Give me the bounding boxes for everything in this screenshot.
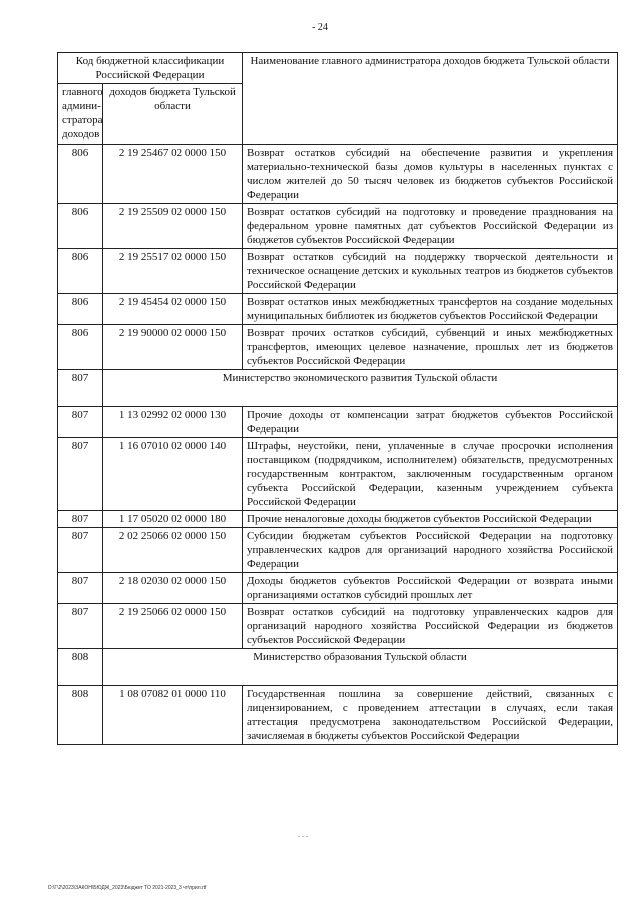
revenue-name: Возврат остатков иных межбюджетных трансфертов на создание модельных муниципальных библиотек из бюджетов субъектов Российской Федерации (243, 294, 618, 325)
header-administrator-name: Наименование главного администратора доходов бюджета Тульской области (243, 53, 618, 145)
admin-code: 807 (58, 511, 103, 528)
revenue-name: Возврат остатков субсидий на подготовку управленческих кадров для организаций народного хозяйства Российской Федерации из бюджетов субъектов Российской Федерации (243, 604, 618, 649)
revenue-name: Прочие неналоговые доходы бюджетов субъектов Российской Федерации (243, 511, 618, 528)
budget-code: 2 02 25066 02 0000 150 (103, 528, 243, 573)
header-row-top (58, 53, 618, 84)
header-admin-col: главного админи-стратора доходов (58, 84, 103, 145)
budget-code: 2 19 25467 02 0000 150 (103, 145, 243, 204)
table-row (58, 573, 618, 604)
budget-code: 2 19 25066 02 0000 150 (103, 604, 243, 649)
admin-code: 808 (58, 686, 103, 745)
budget-code: 2 19 25509 02 0000 150 (103, 204, 243, 249)
page-number: - 24 (312, 22, 328, 33)
revenue-name: Субсидии бюджетам субъектов Российской Федерации на подготовку управленческих кадров для организаций народного хозяйства Российской Федерации (243, 528, 618, 573)
table-row (58, 604, 618, 649)
table-row (58, 294, 618, 325)
admin-code: 806 (58, 204, 103, 249)
ministry-name: Министерство образования Тульской области (103, 649, 618, 686)
revenue-name: Возврат прочих остатков субсидий, субвенций и иных межбюджетных трансфертов, имеющих целевое назначение, прошлых лет из бюджетов субъектов Российской Федерации (243, 325, 618, 370)
table-row (58, 325, 618, 370)
revenue-name: Государственная пошлина за совершение действий, связанных с лицензированием, с проведением аттестации в случаях, если такая аттестация предусмотрена законодательством Российской Федерации, зачисляемая в бюджеты субъектов Российской Федерации (243, 686, 618, 745)
header-income-col: доходов бюджета Тульской области (103, 84, 243, 145)
file-path-footer: D:\Г\2\2023\ЗАКОН\БЮДЖ_2023\Бюджет ТО 2021-2023_3 чт\прил.rtf (48, 885, 207, 891)
budget-code: 1 16 07010 02 0000 140 (103, 438, 243, 511)
admin-code: 806 (58, 249, 103, 294)
revenue-name: Прочие доходы от компенсации затрат бюджетов субъектов Российской Федерации (243, 407, 618, 438)
ministry-row (58, 649, 618, 686)
table-row (58, 438, 618, 511)
ministry-row (58, 370, 618, 407)
table-row (58, 249, 618, 294)
table-row (58, 204, 618, 249)
table-row (58, 145, 618, 204)
admin-code: 806 (58, 294, 103, 325)
table-row (58, 511, 618, 528)
table-body (58, 145, 618, 745)
revenue-table (57, 52, 618, 745)
admin-code: 806 (58, 145, 103, 204)
header-code-group: Код бюджетной классификации Российской Федерации (58, 53, 243, 84)
ministry-name: Министерство экономического развития Тульской области (103, 370, 618, 407)
admin-code: 806 (58, 325, 103, 370)
table-row (58, 528, 618, 573)
admin-code: 807 (58, 438, 103, 511)
revenue-name: Возврат остатков субсидий на поддержку творческой деятельности и техническое оснащение детских и кукольных театров из бюджетов субъектов Российской Федерации (243, 249, 618, 294)
admin-code: 807 (58, 528, 103, 573)
admin-code: 807 (58, 573, 103, 604)
table-row (58, 686, 618, 745)
budget-code: 2 19 25517 02 0000 150 (103, 249, 243, 294)
budget-code: 1 08 07082 01 0000 110 (103, 686, 243, 745)
admin-code: 807 (58, 604, 103, 649)
revenue-name: Возврат остатков субсидий на обеспечение развития и укрепления материально-технической базы домов культуры в населенных пунктах с числом жителей до 50 тысяч человек из бюджетов субъектов Российской Федерации (243, 145, 618, 204)
revenue-name: Возврат остатков субсидий на подготовку и проведение празднования на федеральном уровне памятных дат субъектов Российской Федерации из бюджетов субъектов Российской Федерации (243, 204, 618, 249)
revenue-name: Доходы бюджетов субъектов Российской Федерации от возврата иными организациями остатков субсидий прошлых лет (243, 573, 618, 604)
revenue-name: Штрафы, неустойки, пени, уплаченные в случае просрочки исполнения поставщиком (подрядчиком, исполнителем) обязательств, предусмотренных государственным контрактом, заключенным государственным органом субъекта Российской Федерации, казенным учреждением субъекта Российской Федерации (243, 438, 618, 511)
admin-code: 807 (58, 370, 103, 407)
budget-code: 2 19 45454 02 0000 150 (103, 294, 243, 325)
budget-code: 1 13 02992 02 0000 130 (103, 407, 243, 438)
budget-code: 2 19 90000 02 0000 150 (103, 325, 243, 370)
admin-code: 808 (58, 649, 103, 686)
budget-code: 2 18 02030 02 0000 150 (103, 573, 243, 604)
admin-code: 807 (58, 407, 103, 438)
table-row (58, 407, 618, 438)
scan-mark: . . . (298, 830, 308, 839)
budget-code: 1 17 05020 02 0000 180 (103, 511, 243, 528)
